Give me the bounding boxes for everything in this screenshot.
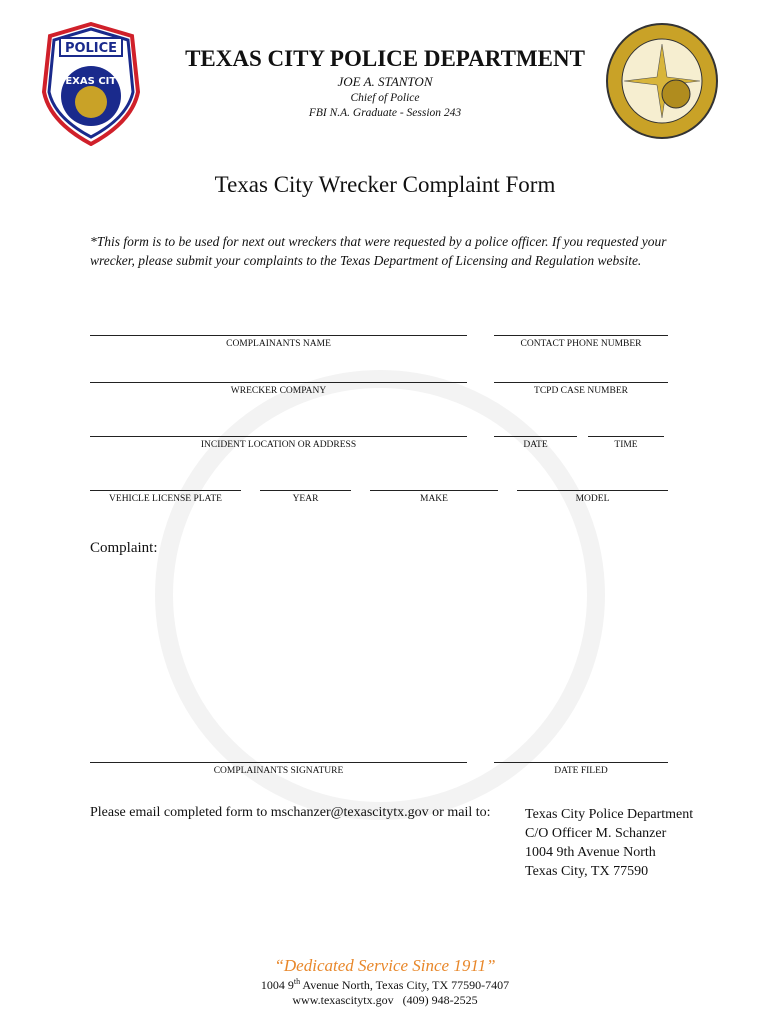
- police-chiefs-association-seal: [604, 22, 720, 140]
- license-plate-field[interactable]: [90, 490, 241, 513]
- field-label: INCIDENT LOCATION OR ADDRESS: [200, 440, 357, 450]
- chief-name: JOE A. STANTON: [337, 74, 433, 89]
- svg-text:POLICE: POLICE: [64, 41, 118, 56]
- signature-field[interactable]: [90, 762, 467, 785]
- field-label: COMPLAINANTS NAME: [226, 339, 331, 349]
- complainant-name-field[interactable]: [90, 335, 467, 358]
- address-superscript: th: [293, 977, 301, 986]
- make-field[interactable]: [370, 490, 498, 513]
- time-field[interactable]: [588, 436, 664, 459]
- year-field[interactable]: [260, 490, 351, 513]
- date-filed-field[interactable]: [494, 762, 668, 785]
- motto: “Dedicated Service Since 1911”: [274, 956, 496, 975]
- field-label: VEHICLE LICENSE PLATE: [109, 494, 222, 504]
- field-label: YEAR: [292, 494, 319, 504]
- address-part: Avenue North, Texas City, TX 77590-7407: [300, 978, 510, 992]
- footer-contact: [150, 993, 620, 1008]
- field-label: WRECKER COMPANY: [230, 386, 327, 396]
- wrecker-company-field[interactable]: [90, 382, 467, 405]
- address-part: 1004 9: [260, 978, 294, 992]
- tcpd-case-field[interactable]: [494, 382, 668, 405]
- complaint-label: Complaint:: [90, 540, 158, 556]
- police-badge-logo: [42, 22, 140, 146]
- field-label: TIME: [614, 440, 638, 450]
- model-field[interactable]: [517, 490, 668, 513]
- phone-number: (409) 948-2525: [402, 993, 478, 1007]
- incident-location-field[interactable]: [90, 436, 467, 459]
- field-label: TCPD CASE NUMBER: [534, 386, 628, 396]
- submit-instructions: Please email completed form to mschanzer@texascitytx.gov or mail to:: [90, 805, 491, 820]
- form-note: *This form is to be used for next out wreckers that were requested by a police officer. If you requested your wrecker, please submit your complaints to the Texas Department of Licensing and Regulation website.: [90, 234, 667, 268]
- field-label: DATE FILED: [554, 766, 608, 776]
- mail-address-line: Texas City, TX 77590: [525, 864, 649, 879]
- website-link[interactable]: www.texascitytx.gov: [292, 993, 394, 1007]
- field-label: CONTACT PHONE NUMBER: [520, 339, 642, 349]
- department-title: TEXAS CITY POLICE DEPARTMENT: [185, 46, 585, 71]
- form-title: Texas City Wrecker Complaint Form: [214, 172, 556, 197]
- mail-address-line: C/O Officer M. Schanzer: [525, 826, 667, 841]
- field-label: COMPLAINANTS SIGNATURE: [213, 766, 344, 776]
- mail-address-line: 1004 9th Avenue North: [525, 845, 656, 860]
- date-field[interactable]: [494, 436, 577, 459]
- svg-text:TEXAS CITY: TEXAS CITY: [58, 76, 124, 87]
- contact-phone-field[interactable]: [494, 335, 668, 358]
- mail-address-line: Texas City Police Department: [525, 807, 694, 822]
- field-label: MODEL: [575, 494, 610, 504]
- field-label: MAKE: [420, 494, 448, 504]
- footer-address: [150, 977, 620, 993]
- chief-title: Chief of Police: [350, 92, 420, 104]
- field-label: DATE: [523, 440, 548, 450]
- chief-credential: FBI N.A. Graduate - Session 243: [308, 107, 462, 119]
- mail-address: [525, 805, 693, 881]
- complaint-textarea[interactable]: [90, 562, 668, 752]
